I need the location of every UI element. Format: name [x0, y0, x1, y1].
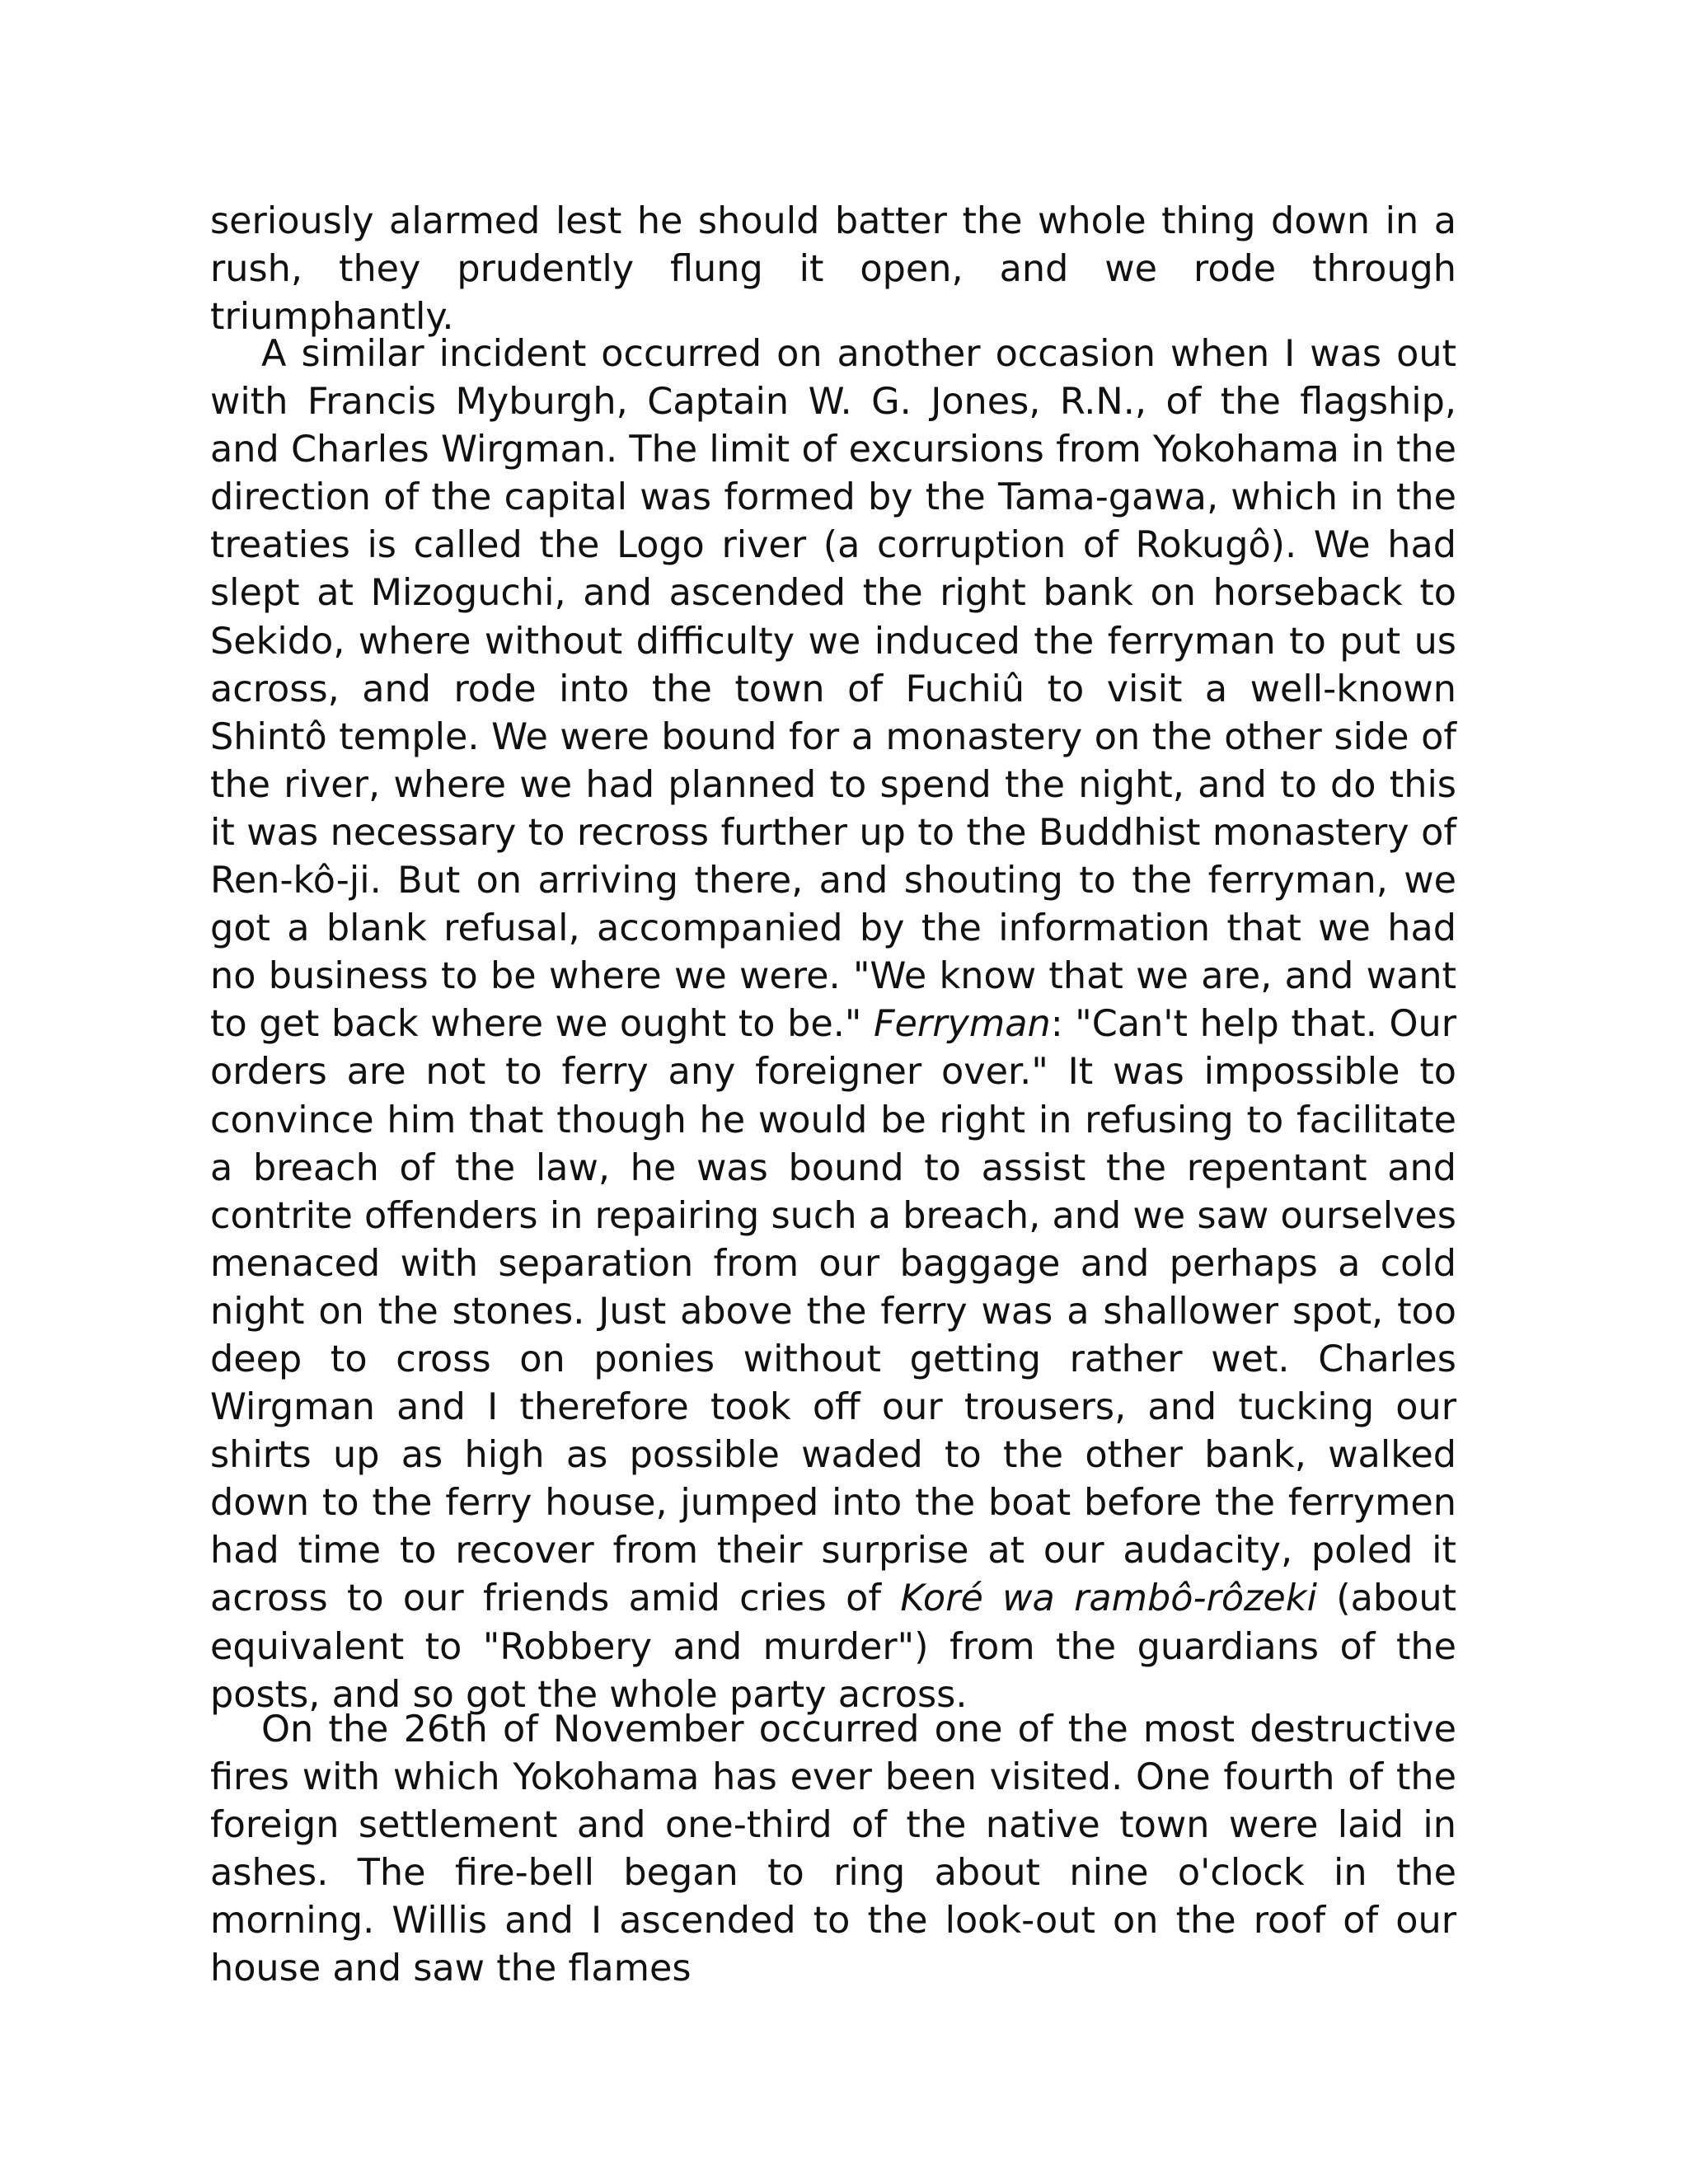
italic-ferryman: Ferryman: [873, 1003, 1051, 1046]
paragraph-text: : "Can't help that. Our orders are not to ferry any foreigner over." It was impossible to convince him that though he would be right in refusing to facilitate a breach of the law, he was bound to assist the repentant and contrite offenders in repairing such a breach, and we saw ourselves menaced with separation from our baggage and perhaps a cold night on the stones. Just above the ferry was a shallower spot, too deep to cross on ponies without getting rather wet. Charles Wirgman and I therefore took off our trousers, and tucking our shirts up as high as possible waded to the other bank, walked down to the ferry house, jumped into the boat before the ferrymen had time to recover from their surprise at our audacity, poled it across to our friends amid cries of: [210, 1003, 1456, 1620]
paragraph-text: On the 26th of November occurred one of the most destructive fires with which Yokohama has ever been visited. One fourth of the foreign settlement and one-third of the native town were laid in ashes. The fire-bell began to ring about nine o'clock in the morning. Willis and I ascended to the look-out on the roof of our house and saw the flames: [210, 1708, 1456, 1990]
paragraph-text: (about equivalent to "Robbery and murder") from the guardians of the posts, and so got the whole party across.: [210, 1577, 1456, 1716]
paragraph-fire: [210, 1706, 1456, 1994]
paragraph-text: seriously alarmed lest he should batter the whole thing down in a rush, they prudently flung it open, and we rode through triumphantly.: [210, 200, 1456, 339]
paragraph-ferry-incident: [210, 330, 1456, 1719]
paragraph-text: A similar incident occurred on another occasion when I was out with Francis Myburgh, Captain W. G. Jones, R.N., of the flagship, and Charles Wirgman. The limit of excursions from Yokohama in the direction of the capital was formed by the Tama-gawa, which in the treaties is called the Logo river (a corruption of Rokugô). We had slept at Mizoguchi, and ascended the right bank on horseback to Sekido, where without difficulty we induced the ferryman to put us across, and rode into the town of Fuchiû to visit a well-known Shintô temple. We were bound for a monastery on the other side of the river, where we had planned to spend the night, and to do this it was necessary to recross further up to the Buddhist monastery of Ren-kô-ji. But on arriving there, and shouting to the ferryman, we got a blank refusal, accompanied by the information that we had no business to be where we were. "We know that we are, and want to get back where we ought to be.": [210, 333, 1456, 1046]
paragraph-continuation: [210, 198, 1456, 341]
italic-japanese-phrase: Koré wa rambô-rôzeki: [900, 1577, 1317, 1620]
